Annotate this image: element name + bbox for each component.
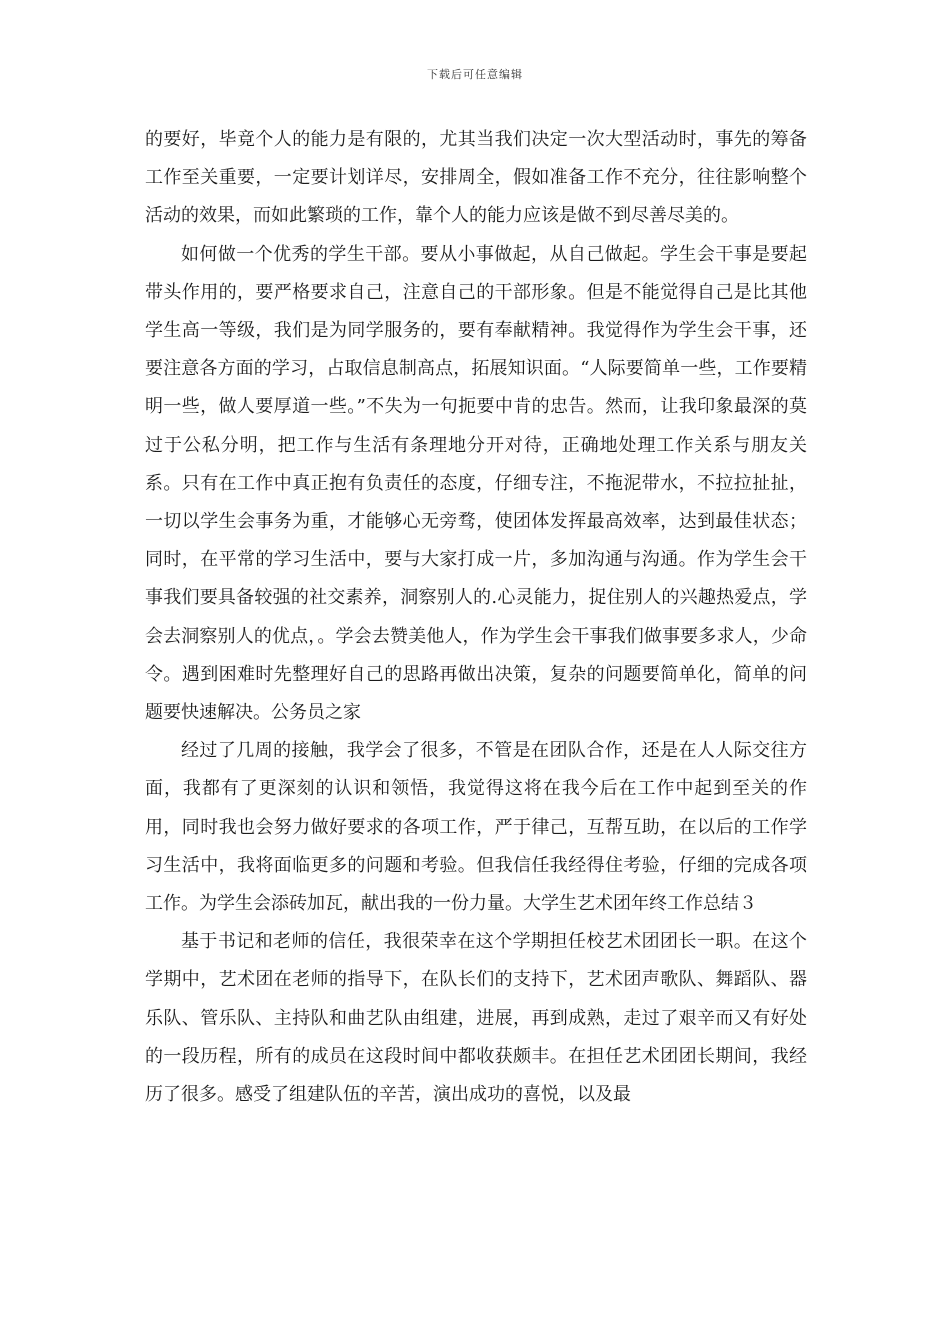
page-header-note: 下载后可任意编辑 (427, 68, 523, 81)
document-body (145, 121, 807, 1114)
paragraph-4: 基于书记和老师的信任，我很荣幸在这个学期担任校艺术团团长一职。在这个学期中，艺术团在老师的指导下，在队长们的支持下，艺术团声歌队、舞蹈队、器乐队、管乐队、主持队和曲艺队由组建，进展，再到成熟，走过了艰辛而又有好处的一段历程，所有的成员在这段时间中都收获颇丰。在担任艺术团团长期间，我经历了很多。感受了组建队伍的辛苦，演出成功的喜悦，以及最 (145, 931, 807, 1106)
paragraph-3: 经过了几周的接触，我学会了很多，不管是在团队合作，还是在人人际交往方面，我都有了更深刻的认识和领悟，我觉得这将在我今后在工作中起到至关的作用，同时我也会努力做好要求的各项工作，严于律己，互帮互助，在以后的工作学习生活中，我将面临更多的问题和考验。但我信任我经得住考验，仔细的完成各项工作。为学生会添砖加瓦，献出我的一份力量。大学生艺术团年终工作总结３ (145, 740, 807, 915)
paragraph-1: 的要好，毕竟个人的能力是有限的，尤其当我们决定一次大型活动时，事先的筹备工作至关重要，一定要计划详尽，安排周全，假如准备工作不充分，往往影响整个活动的效果，而如此繁琐的工作，靠个人的能力应该是做不到尽善尽美的。 (145, 129, 807, 227)
paragraph-2: 如何做一个优秀的学生干部。要从小事做起，从自己做起。学生会干事是要起带头作用的，要严格要求自己，注意自己的干部形象。但是不能觉得自己是比其他学生高一等级，我们是为同学服务的，要有奉献精神。我觉得作为学生会干事，还要注意各方面的学习，占取信息制高点，拓展知识面。“人际要简单一些，工作要精明一些，做人要厚道一些。”不失为一句扼要中肯的忠告。然而，让我印象最深的莫过于公私分明，把工作与生活有条理地分开对待，正确地处理工作关系与朋友关系。只有在工作中真正抱有负责任的态度，仔细专注，不拖泥带水，不拉拉扯扯，一切以学生会事务为重，才能够心无旁骛，使团体发挥最高效率，达到最佳状态；同时，在平常的学习生活中，要与大家打成一片，多加沟通与沟通。作为学生会干事我们要具备较强的社交素养，洞察别人的.心灵能力，捉住别人的兴趣热爱点，学会去洞察别人的优点，。学会去赞美他人，作为学生会干事我们做事要多求人，少命令。遇到困难时先整理好自己的思路再做出决策，复杂的问题要简单化，简单的问题要快速解决。公务员之家 (145, 243, 807, 724)
